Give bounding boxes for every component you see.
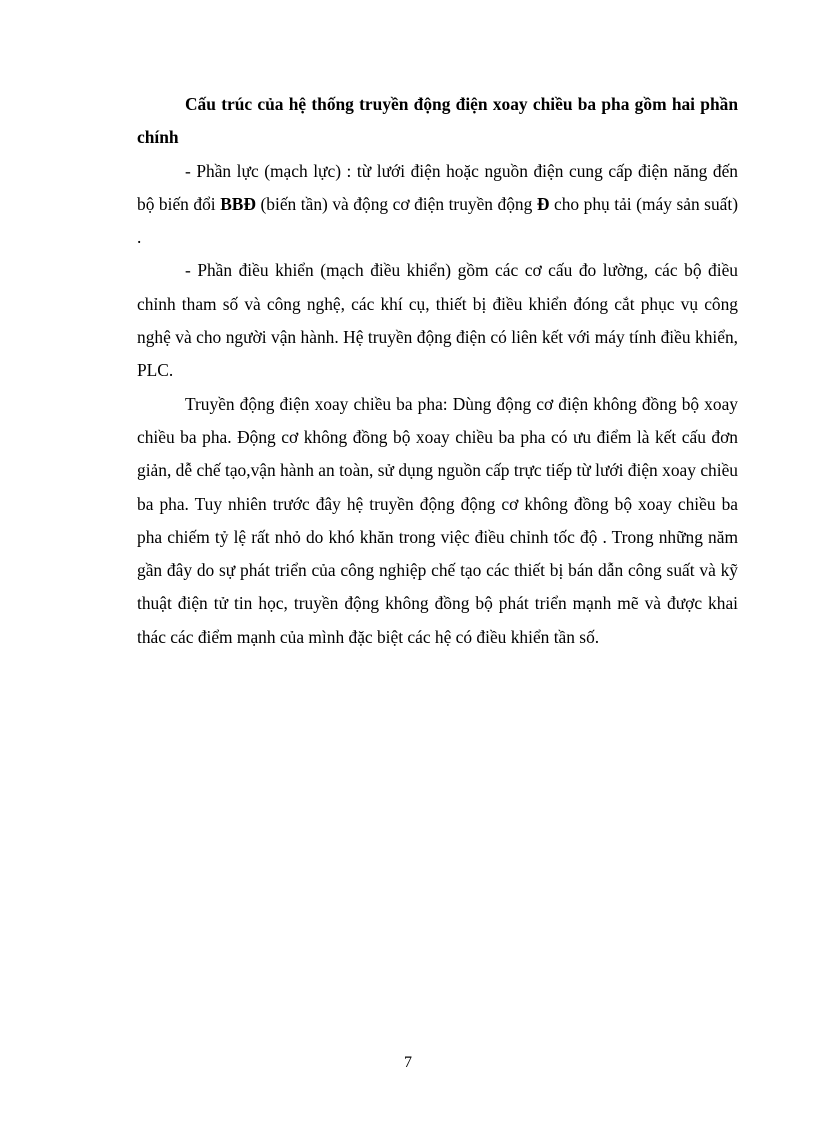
- power-section-text-1: - Phần lực (mạch lực) : từ lưới điện hoặc nguồn điện cung cấp điện năng đến bộ biến đổi: [137, 160, 738, 214]
- document-body: [137, 88, 738, 654]
- power-section-text-2: (biến tần) và động cơ điện truyền động: [255, 193, 537, 214]
- power-section-text-3: cho phụ tải (máy sản suất) .: [137, 193, 738, 248]
- ac-drive-paragraph: Truyền động điện xoay chiều ba pha: Dùng động cơ điện không đồng bộ xoay chiều ba pha. Động cơ không đồng bộ xoay chiều ba pha có ưu điểm là kết cấu đơn giản, dễ chế tạo,vận hành an toàn, sử dụng nguồn cấp trực tiếp từ lưới điện xoay chiều ba pha. Tuy nhiên trước đây hệ truyền động động cơ không đồng bộ xoay chiều ba pha chiếm tỷ lệ rất nhỏ do khó khăn trong việc điều chỉnh tốc độ . Trong những năm gần đây do sự phát triển của công nghiệp chế tạo các thiết bị bán dẫn công suất và kỹ thuật điện tử tin học, truyền động không đồng bộ phát triển mạnh mẽ và được khai thác các điểm mạnh của mình đặc biệt các hệ có điều khiển tần số.: [137, 393, 738, 647]
- page-number: 7: [404, 1054, 412, 1071]
- motor-symbol: Đ: [536, 193, 550, 214]
- power-section-paragraph: [137, 155, 738, 255]
- section-heading: Cấu trúc của hệ thống truyền động điện xoay chiều ba pha gồm hai phần chính: [137, 94, 738, 148]
- converter-abbreviation: BBĐ: [220, 193, 256, 214]
- control-section-paragraph: - Phần điều khiển (mạch điều khiển) gồm các cơ cấu đo lường, các bộ điều chỉnh tham số và công nghệ, các khí cụ, thiết bị điều khiển đóng cắt phục vụ công nghệ và cho người vận hành. Hệ truyền động điện có liên kết với máy tính điều khiển, PLC.: [137, 260, 738, 381]
